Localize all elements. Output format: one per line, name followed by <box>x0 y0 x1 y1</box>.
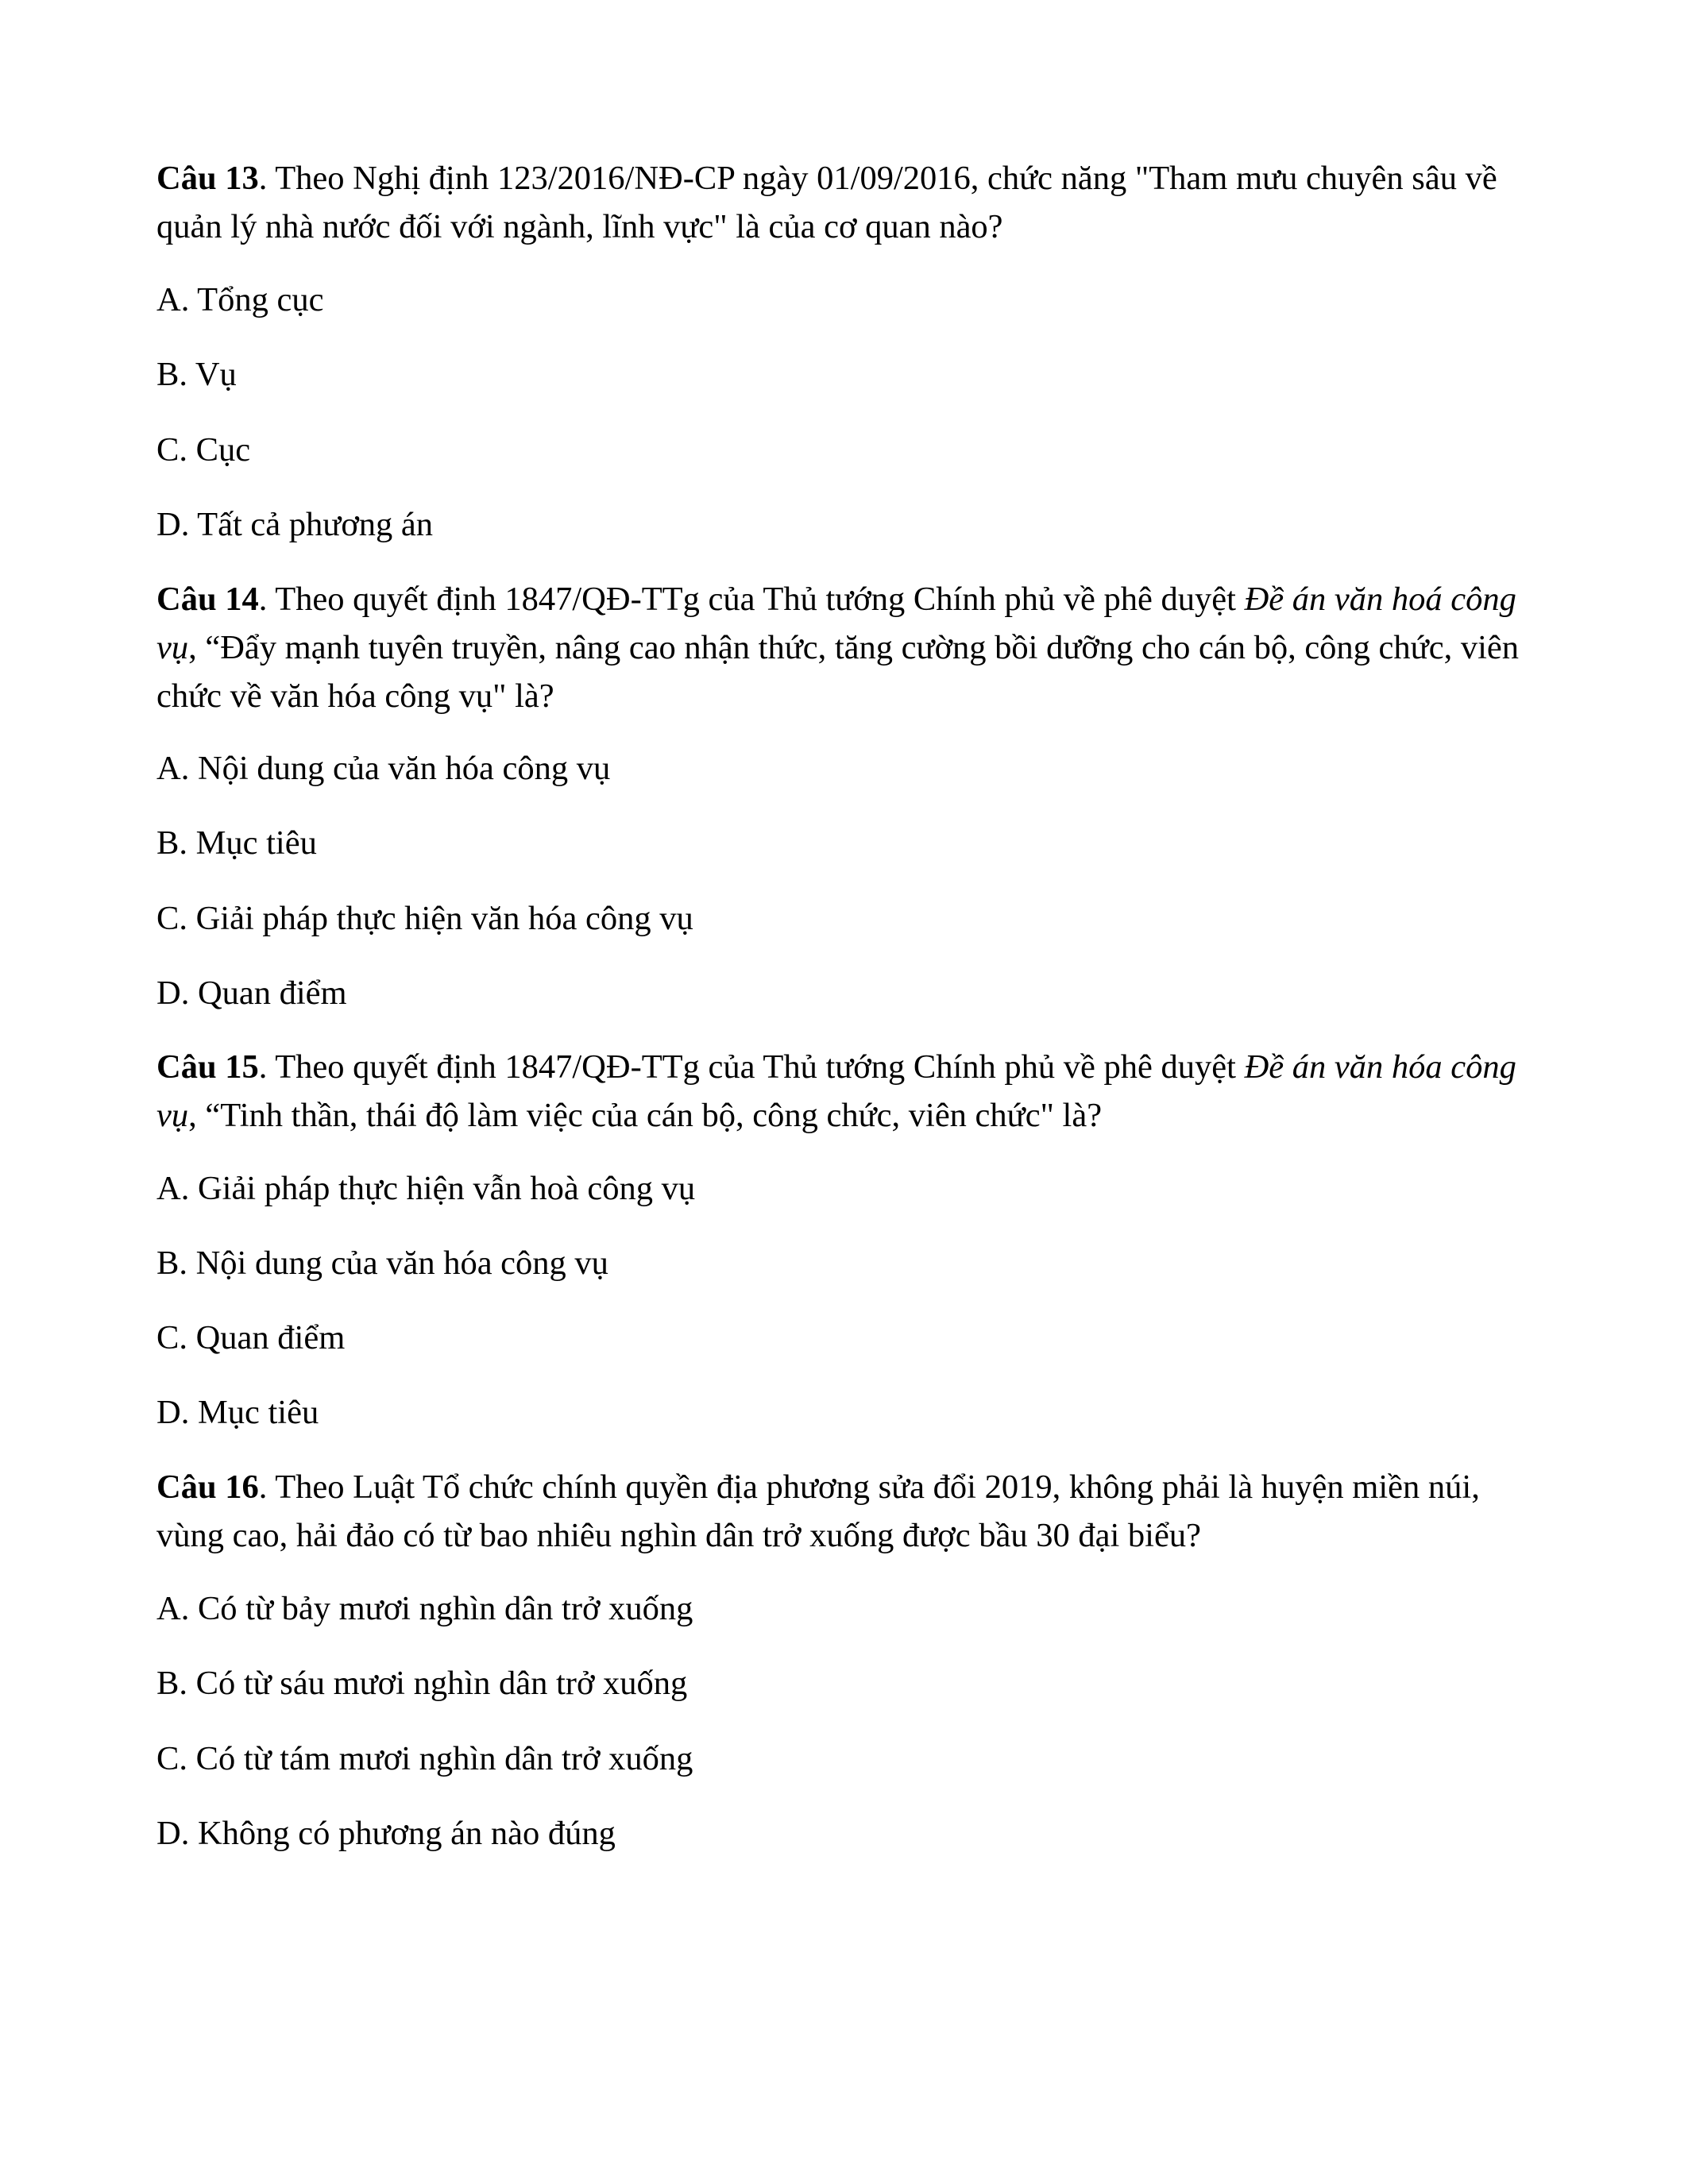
question-14-option-a: A. Nội dung của văn hóa công vụ <box>156 750 611 787</box>
question-13 <box>156 154 1539 251</box>
question-15-option-c: C. Quan điểm <box>156 1319 346 1356</box>
question-14-option-c: C. Giải pháp thực hiện văn hóa công vụ <box>156 900 693 937</box>
question-15-label: Câu 15 <box>156 1048 259 1086</box>
question-16-text: Câu 16. Theo Luật Tổ chức chính quyền địa phương sửa đổi 2019, không phải là huyện miền núi, vùng cao, hải đảo có từ bao nhiêu nghìn dân trở xuống được bầu 30 đại biểu? <box>156 1468 1480 1554</box>
question-16-option-c: C. Có từ tám mươi nghìn dân trở xuống <box>156 1740 693 1777</box>
question-14 <box>156 575 1539 720</box>
question-15-option-a: A. Giải pháp thực hiện vẫn hoà công vụ <box>156 1170 696 1207</box>
question-16-option-d: D. Không có phương án nào đúng <box>156 1815 616 1852</box>
question-13-text: Câu 13. Theo Nghị định 123/2016/NĐ-CP ngày 01/09/2016, chức năng "Tham mưu chuyên sâu về quản lý nhà nước đối với ngành, lĩnh vực" là của cơ quan nào? <box>156 160 1497 245</box>
question-15-italic: Đề án văn hóa công vụ <box>156 1048 1516 1134</box>
question-13-option-b: B. Vụ <box>156 356 237 393</box>
question-16-option-a: A. Có từ bảy mươi nghìn dân trở xuống <box>156 1590 693 1627</box>
question-15-option-b: B. Nội dung của văn hóa công vụ <box>156 1244 608 1282</box>
question-16-label: Câu 16 <box>156 1468 259 1506</box>
question-13-option-c: C. Cục <box>156 431 251 469</box>
question-14-option-b: B. Mục tiêu <box>156 824 317 862</box>
question-13-label: Câu 13 <box>156 160 259 197</box>
question-15-option-d: D. Mục tiêu <box>156 1394 319 1431</box>
question-13-option-d: D. Tất cả phương án <box>156 506 434 543</box>
question-13-option-a: A. Tổng cục <box>156 281 324 318</box>
question-14-label: Câu 14 <box>156 581 259 618</box>
question-14-text: Câu 14. Theo quyết định 1847/QĐ-TTg của Thủ tướng Chính phủ về phê duyệt Đề án văn hoá công vụ, “Đẩy mạnh tuyên truyền, nâng cao nhận thức, tăng cường bồi dưỡng cho cán bộ, công chức, viên chức về văn hóa công vụ" là? <box>156 581 1519 715</box>
question-15-text: Câu 15. Theo quyết định 1847/QĐ-TTg của Thủ tướng Chính phủ về phê duyệt Đề án văn hóa công vụ, “Tinh thần, thái độ làm việc của cán bộ, công chức, viên chức" là? <box>156 1048 1516 1134</box>
question-16 <box>156 1463 1539 1560</box>
question-14-italic: Đề án văn hoá công vụ <box>156 581 1516 666</box>
question-14-option-d: D. Quan điểm <box>156 974 347 1012</box>
question-15 <box>156 1043 1539 1140</box>
question-16-option-b: B. Có từ sáu mươi nghìn dân trở xuống <box>156 1665 688 1702</box>
